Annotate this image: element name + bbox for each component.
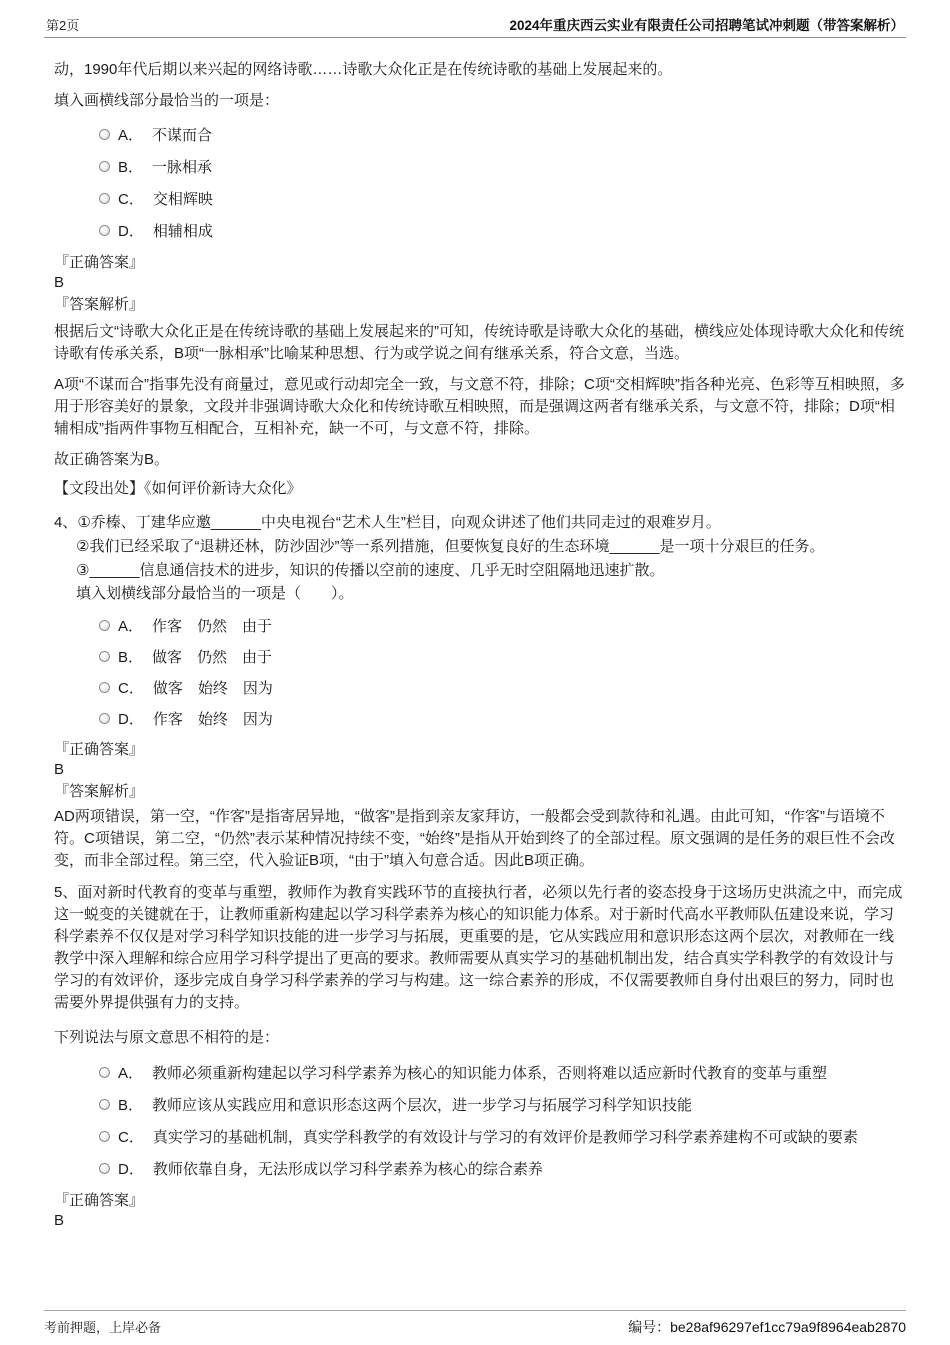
analysis-conclusion: 故正确答案为B。 (54, 451, 170, 468)
page-header (44, 0, 906, 38)
radio-button[interactable] (99, 1163, 110, 1174)
radio-button[interactable] (99, 620, 110, 631)
document-title: 2024年重庆西云实业有限责任公司招聘笔试冲刺题（带答案解析） (509, 18, 904, 33)
correct-answer-header: 『正确答案』 (54, 1192, 145, 1209)
page-number: 第2页 (46, 18, 80, 33)
option-label: C． (118, 1129, 144, 1146)
option-row[interactable] (99, 615, 906, 636)
option-label: B． (118, 649, 144, 666)
option-row[interactable] (99, 708, 906, 729)
passage-source: 【文段出处】《如何评价新诗大众化》 (54, 480, 302, 497)
option-text: 作客 始终 因为 (152, 711, 273, 728)
radio-button[interactable] (99, 713, 110, 724)
option-text: 真实学习的基础机制，真实学科教学的有效设计与学习的有效评价是教师学习科学素养建构不可或缺的要素 (152, 1129, 858, 1146)
option-label: B． (118, 1097, 144, 1114)
question-4-sentence-3: ③______信息通信技术的进步，知识的传播以空前的速度、几乎无时空阻隔地迅速扩散。 (76, 562, 665, 579)
question-5-passage (54, 882, 906, 1014)
radio-button[interactable] (99, 129, 110, 140)
radio-button[interactable] (99, 1067, 110, 1078)
option-row[interactable] (99, 156, 906, 177)
analysis-paragraph: AD两项错误，第一空，“作客”是指寄居异地，“做客”是指到亲友家拜访，一般都会受到款待和礼遇。由此可知，“作客”与语境不符。C项错误，第二空，“仍然”表示某种情况持续不变，“始终”是指从开始到终了的全部过程。原文强调的是任务的艰巨性不会改变，而非全部过程。第三空，代入验证B项，“由于”填入句意合适。因此B项正确。 (54, 808, 895, 869)
option-row[interactable] (99, 646, 906, 667)
option-row[interactable] (99, 1126, 906, 1147)
option-label: D． (118, 1161, 144, 1178)
analysis-paragraph: 根据后文“诗歌大众化正是在传统诗歌的基础上发展起来的”可知，传统诗歌是诗歌大众化的基础，横线应处体现诗歌大众化和传统诗歌有传承关系，B项“一脉相承”比喻某种思想、行为或学说之间有继承关系，符合文意，当选。 (54, 323, 904, 362)
analysis-paragraph: A项“不谋而合”指事先没有商量过，意见或行动却完全一致，与文意不符，排除；C项“交相辉映”指各种光亮、色彩等互相映照，多用于形容美好的景象，文段并非强调诗歌大众化和传统诗歌互相映照，而是强调这两者有继承关系，与文意不符，排除；D项“相辅相成”指两件事物互相配合，互相补充，缺一不可，与文意不符，排除。 (54, 376, 905, 437)
option-label: C． (118, 191, 144, 208)
option-label: A． (118, 127, 144, 144)
option-text: 不谋而合 (152, 127, 213, 144)
question-5-section (54, 882, 906, 1231)
question-3-options (54, 124, 906, 241)
page-content (0, 59, 950, 1231)
correct-answer-value: B (54, 274, 65, 291)
option-text: 相辅相成 (152, 223, 213, 240)
question-number: 4、 (54, 514, 78, 531)
option-text: 交相辉映 (152, 191, 213, 208)
question-4-section (54, 511, 906, 872)
correct-answer-value: B (54, 761, 65, 778)
option-row[interactable] (99, 1062, 906, 1083)
analysis-header: 『答案解析』 (54, 783, 145, 800)
option-row[interactable] (99, 1094, 906, 1115)
option-label: A． (118, 1065, 144, 1082)
option-row[interactable] (99, 220, 906, 241)
question-4-line-1 (54, 511, 906, 535)
option-row[interactable] (99, 677, 906, 698)
correct-answer-header: 『正确答案』 (54, 741, 145, 758)
question-5-passage-text: 面对新时代教育的变革与重塑，教师作为教育实践环节的直接执行者，必须以先行者的姿态投身于这场历史洪流之中，而完成这一蜕变的关键就在于，让教师重新构建起以学习科学素养为核心的知识能力体系。对于新时代高水平教师队伍建设来说，学习科学素养不仅仅是对学习科学知识技能的进一步学习与拓展，更重要的是，它从实践应用和意识形态这两个层次，对教师在一线教学中深入理解和综合应用学习科学提出了更高的要求。教师需要从真实学习的基础机制出发，结合真实学科教学的有效设计与学习的有效评价，逐步完成自身学习科学素养的学习与构建。这一综合素养的形成，不仅需要教师自身付出艰巨的努力，同时也需要外界提供强有力的支持。 (54, 884, 903, 1011)
question-4-sentence-2: ②我们已经采取了“退耕还林，防沙固沙”等一系列措施，但要恢复良好的生态环境______是一项十分艰巨的任务。 (76, 538, 825, 555)
radio-button[interactable] (99, 651, 110, 662)
analysis-header: 『答案解析』 (54, 296, 145, 313)
radio-button[interactable] (99, 161, 110, 172)
option-label: A． (118, 618, 144, 635)
option-row[interactable] (99, 1158, 906, 1179)
page-footer (44, 1310, 906, 1337)
radio-button[interactable] (99, 682, 110, 693)
option-text: 教师依靠自身，无法形成以学习科学素养为核心的综合素养 (152, 1161, 543, 1178)
radio-button[interactable] (99, 1131, 110, 1142)
question-5-options (54, 1062, 906, 1179)
option-label: D． (118, 711, 144, 728)
question-4-sentence-1: ①乔榛、丁建华应邀______中央电视台“艺术人生”栏目，向观众讲述了他们共同走过的艰难岁月。 (77, 514, 721, 531)
correct-answer-value: B (54, 1212, 65, 1229)
option-text: 一脉相承 (152, 159, 213, 176)
correct-answer-header: 『正确答案』 (54, 254, 145, 271)
question-4-stem: 填入划横线部分最恰当的一项是（ ）。 (76, 585, 354, 602)
footer-serial-number: 编号：be28af96297ef1cc79a9f8964eab2870 (628, 1319, 906, 1335)
option-text: 做客 始终 因为 (152, 680, 273, 697)
option-text: 教师必须重新构建起以学习科学素养为核心的知识能力体系，否则将难以适应新时代教育的变革与重塑 (152, 1065, 828, 1082)
radio-button[interactable] (99, 193, 110, 204)
option-text: 教师应该从实践应用和意识形态这两个层次，进一步学习与拓展学习科学知识技能 (152, 1097, 693, 1114)
question-3-section (54, 59, 906, 499)
question-5-stem: 下列说法与原文意思不相符的是： (54, 1029, 280, 1046)
question-3-stem: 填入画横线部分最恰当的一项是： (54, 92, 280, 109)
question-3-passage: 动，1990年代后期以来兴起的网络诗歌……诗歌大众化正是在传统诗歌的基础上发展起来的。 (54, 61, 673, 78)
option-text: 做客 仍然 由于 (152, 649, 273, 666)
question-4-options (54, 615, 906, 729)
question-number: 5、 (54, 884, 78, 901)
option-label: C． (118, 680, 144, 697)
option-text: 作客 仍然 由于 (152, 618, 273, 635)
option-label: B． (118, 159, 144, 176)
radio-button[interactable] (99, 225, 110, 236)
footer-slogan: 考前押题，上岸必备 (44, 1320, 162, 1335)
option-row[interactable] (99, 188, 906, 209)
option-label: D． (118, 223, 144, 240)
radio-button[interactable] (99, 1099, 110, 1110)
option-row[interactable] (99, 124, 906, 145)
